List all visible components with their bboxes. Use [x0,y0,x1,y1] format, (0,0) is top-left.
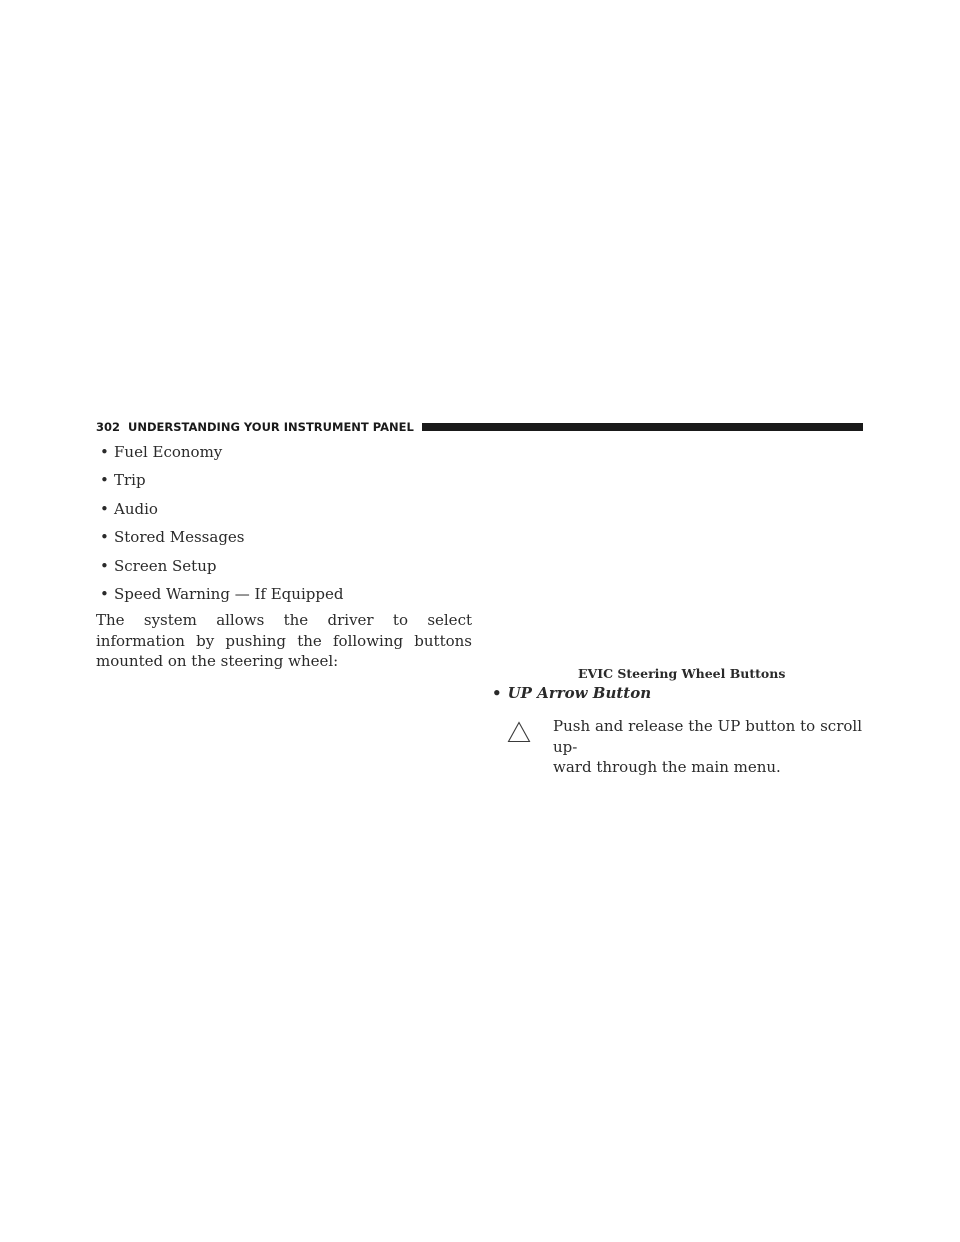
intro-paragraph: The system allows the driver to select information by pushing the following buttons mounted on the steering wheel: [96,611,472,670]
list-item [100,440,343,468]
bullet-icon: • [100,499,109,518]
page-number: 302 [96,420,121,434]
list-item [100,525,343,553]
list-item-label: Trip [114,471,146,490]
list-item [100,468,343,496]
list-item-label: Fuel Economy [114,443,223,461]
up-arrow-icon [507,721,531,743]
bullet-icon: • [100,471,109,490]
bullet-icon: • [100,556,109,575]
figure-caption: EVIC Steering Wheel Buttons [578,666,786,681]
up-arrow-description [553,716,862,778]
menu-item-list [100,440,343,610]
list-item-label: Screen Setup [114,556,217,575]
up-arrow-heading-label: UP Arrow Button [507,684,652,702]
up-arrow-heading [492,684,651,702]
bullet-icon: • [100,528,109,547]
page-header [96,419,863,435]
list-item-label: Audio [114,499,158,518]
bullet-icon: • [492,684,502,702]
bullet-icon: • [100,584,109,603]
list-item [100,582,343,610]
description-line: Push and release the UP button to scroll up- [553,717,862,756]
list-item-label: Stored Messages [114,528,245,547]
list-item [100,497,343,525]
header-rule [422,423,863,431]
list-item-label: Speed Warning — If Equipped [114,584,344,603]
bullet-icon: • [100,443,109,461]
section-title: UNDERSTANDING YOUR INSTRUMENT PANEL [128,420,414,434]
description-line: ward through the main menu. [553,758,781,776]
list-item [100,554,343,582]
